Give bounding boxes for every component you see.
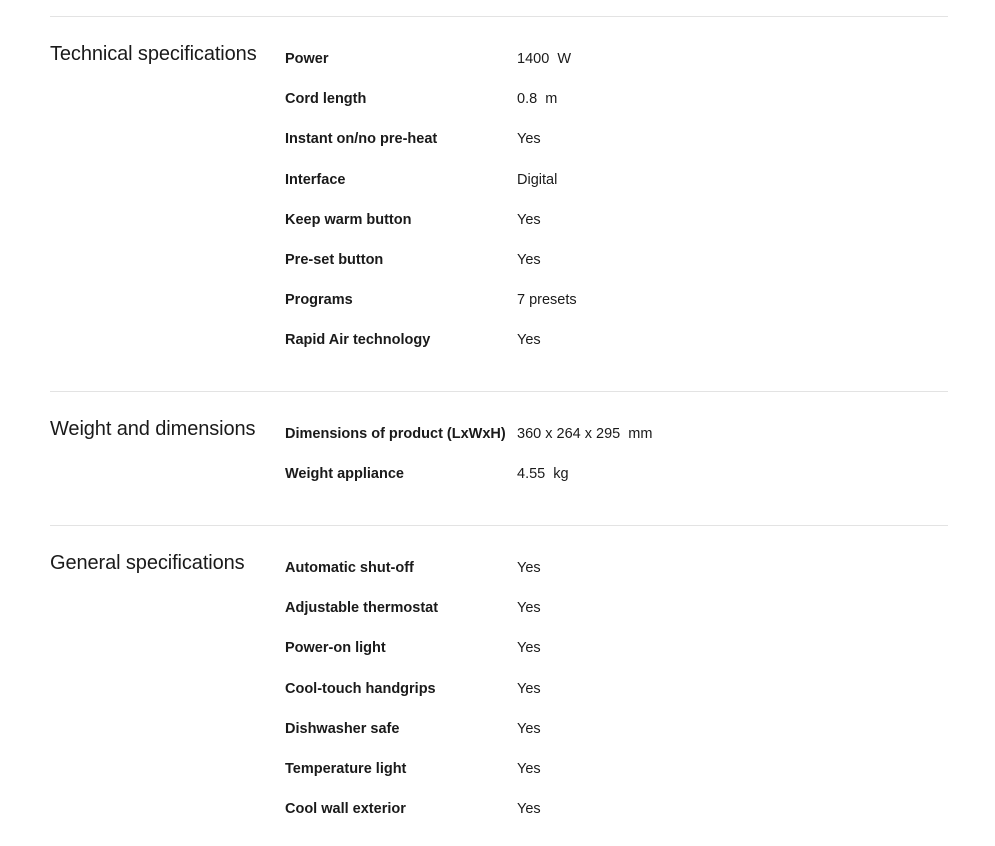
section-weight-and-dimensions bbox=[50, 391, 948, 525]
spec-list bbox=[50, 392, 948, 502]
section-general-specifications bbox=[50, 525, 948, 846]
spec-value: 7 presets bbox=[517, 292, 577, 309]
spec-row-dishwasher-safe bbox=[285, 717, 948, 757]
spec-row-cord-length bbox=[285, 87, 948, 127]
spec-row-programs bbox=[285, 288, 948, 328]
spec-label: Power-on light bbox=[285, 640, 386, 657]
spec-label: Cord length bbox=[285, 91, 367, 108]
spec-label: Adjustable thermostat bbox=[285, 600, 439, 617]
spec-label: Power bbox=[285, 51, 329, 67]
spec-value: Yes bbox=[517, 680, 541, 697]
spec-value: 0.8 m bbox=[517, 91, 558, 108]
spec-label: Cool wall exterior bbox=[285, 801, 406, 818]
section-title: Technical specifications bbox=[50, 43, 257, 65]
spec-label: Interface bbox=[285, 171, 346, 188]
spec-value: Yes bbox=[517, 251, 541, 268]
specifications-container bbox=[50, 16, 948, 846]
spec-label: Rapid Air technology bbox=[285, 332, 431, 349]
spec-label: Dimensions of product (LxWxH) bbox=[285, 426, 506, 442]
spec-row-temperature-light bbox=[285, 757, 948, 797]
spec-row-keep-warm bbox=[285, 208, 948, 248]
spec-label: Keep warm button bbox=[285, 211, 412, 228]
spec-row-cool-touch-handgrips bbox=[285, 677, 948, 717]
spec-row-instant-on bbox=[285, 127, 948, 167]
spec-label: Programs bbox=[285, 292, 353, 309]
section-title: General specifications bbox=[50, 552, 245, 574]
spec-value: Yes bbox=[517, 640, 541, 657]
spec-value: Yes bbox=[517, 760, 541, 777]
spec-row-rapid-air bbox=[285, 328, 948, 368]
spec-value: Yes bbox=[517, 600, 541, 617]
spec-list bbox=[50, 17, 948, 369]
spec-label: Pre-set button bbox=[285, 251, 384, 268]
spec-row-power bbox=[285, 47, 948, 87]
section-technical-specifications bbox=[50, 16, 948, 391]
spec-label: Temperature light bbox=[285, 760, 407, 777]
spec-row-cool-wall-exterior bbox=[285, 797, 948, 837]
spec-row-pre-set bbox=[285, 248, 948, 288]
spec-label: Cool-touch handgrips bbox=[285, 680, 436, 697]
spec-row-weight bbox=[285, 462, 948, 502]
spec-label: Dishwasher safe bbox=[285, 720, 400, 737]
spec-row-power-on-light bbox=[285, 636, 948, 676]
spec-value: 360 x 264 x 295 mm bbox=[517, 426, 653, 442]
spec-row-interface bbox=[285, 168, 948, 208]
spec-value: Yes bbox=[517, 211, 541, 228]
section-title: Weight and dimensions bbox=[50, 418, 256, 440]
spec-value: Yes bbox=[517, 131, 541, 148]
spec-row-dimensions bbox=[285, 422, 948, 462]
spec-value: 1400 W bbox=[517, 51, 571, 67]
spec-value: 4.55 kg bbox=[517, 466, 569, 483]
spec-value: Yes bbox=[517, 801, 541, 818]
spec-label: Weight appliance bbox=[285, 466, 404, 483]
spec-row-adjustable-thermostat bbox=[285, 596, 948, 636]
spec-value: Yes bbox=[517, 560, 541, 576]
spec-value: Yes bbox=[517, 720, 541, 737]
spec-value: Digital bbox=[517, 171, 558, 188]
spec-value: Yes bbox=[517, 332, 541, 349]
spec-row-automatic-shut-off bbox=[285, 556, 948, 596]
spec-label: Instant on/no pre-heat bbox=[285, 131, 438, 148]
spec-label: Automatic shut-off bbox=[285, 560, 414, 576]
